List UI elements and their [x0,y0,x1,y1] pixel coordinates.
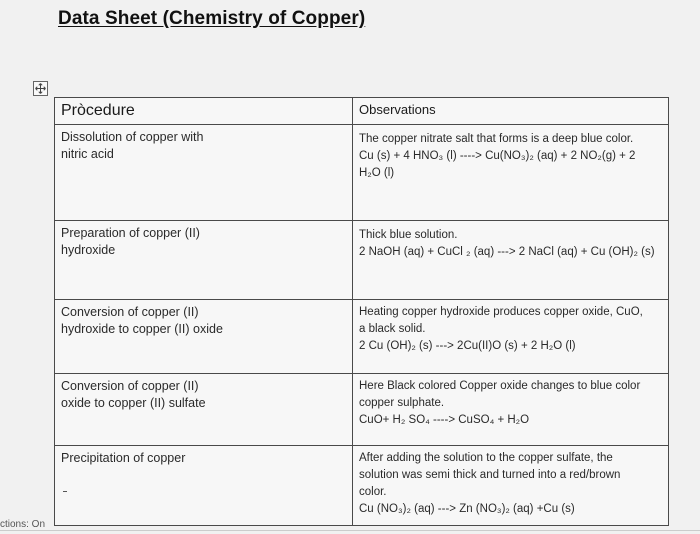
procedure-cell[interactable] [55,300,353,374]
observation-text: 2 Cu (OH)₂ (s) ---> 2Cu(II)O (s) + 2 H₂O (l) [359,340,576,352]
observation-text: Cu (NO₃)₂ (aq) ---> Zn (NO₃)₂ (aq) +Cu (s) [359,503,575,515]
table-row [55,300,669,374]
procedure-cell[interactable] [55,125,353,221]
procedure-cell[interactable] [55,374,353,446]
table-row [55,374,669,446]
observation-cell[interactable] [353,374,669,446]
procedure-cell[interactable] [55,221,353,300]
table-row [55,446,669,526]
observation-text: a black solid. [359,323,426,335]
procedure-text: Precipitation of copper [61,451,186,465]
status-bar-text: ctions: On [0,519,46,530]
document-title: Data Sheet (Chemistry of Copper) [58,8,366,29]
observation-text: H₂O (l) [359,167,395,179]
observation-text: CuO+ H₂ SO₄ ----> CuSO₄ + H₂O [359,414,530,426]
observation-text: The copper nitrate salt that forms is a deep blue color. [359,133,634,145]
procedure-text: hydroxide [61,243,116,257]
observation-cell[interactable] [353,125,669,221]
observations-header: Observations [353,98,669,125]
table-row [55,221,669,300]
cursor-mark [63,491,67,492]
observation-text: Here Black colored Copper oxide changes to blue color [359,380,641,392]
procedure-text: nitric acid [61,147,114,161]
data-table [54,97,669,526]
status-divider [0,530,700,531]
observation-text: copper sulphate. [359,397,445,409]
observation-text: Thick blue solution. [359,229,458,241]
observation-cell[interactable] [353,446,669,526]
observation-text: color. [359,486,387,498]
observation-text: Cu (s) + 4 HNO₃ (l) ----> Cu(NO₃)₂ (aq) + 2 NO₂(g) + 2 [359,150,636,162]
procedure-text: oxide to copper (II) sulfate [61,396,206,410]
table-row [55,125,669,221]
observation-text: Heating copper hydroxide produces copper oxide, CuO, [359,306,643,318]
procedure-text: Dissolution of copper with [61,130,204,144]
header-row [55,98,669,125]
observation-text: After adding the solution to the copper sulfate, the [359,452,613,464]
observation-cell[interactable] [353,300,669,374]
move-arrows-icon [35,83,46,94]
observation-text: solution was semi thick and turned into a red/brown [359,469,621,481]
table-move-handle-icon[interactable] [33,81,48,96]
procedure-header: Pròcedure [55,98,353,125]
observation-cell[interactable] [353,221,669,300]
procedure-text: hydroxide to copper (II) oxide [61,322,223,336]
procedure-cell[interactable] [55,446,353,526]
procedure-text: Conversion of copper (II) [61,379,199,393]
observation-text: 2 NaOH (aq) + CuCl ₂ (aq) ---> 2 NaCl (aq) + Cu (OH)₂ (s) [359,246,655,258]
procedure-text: Preparation of copper (II) [61,226,200,240]
procedure-text: Conversion of copper (II) [61,305,199,319]
